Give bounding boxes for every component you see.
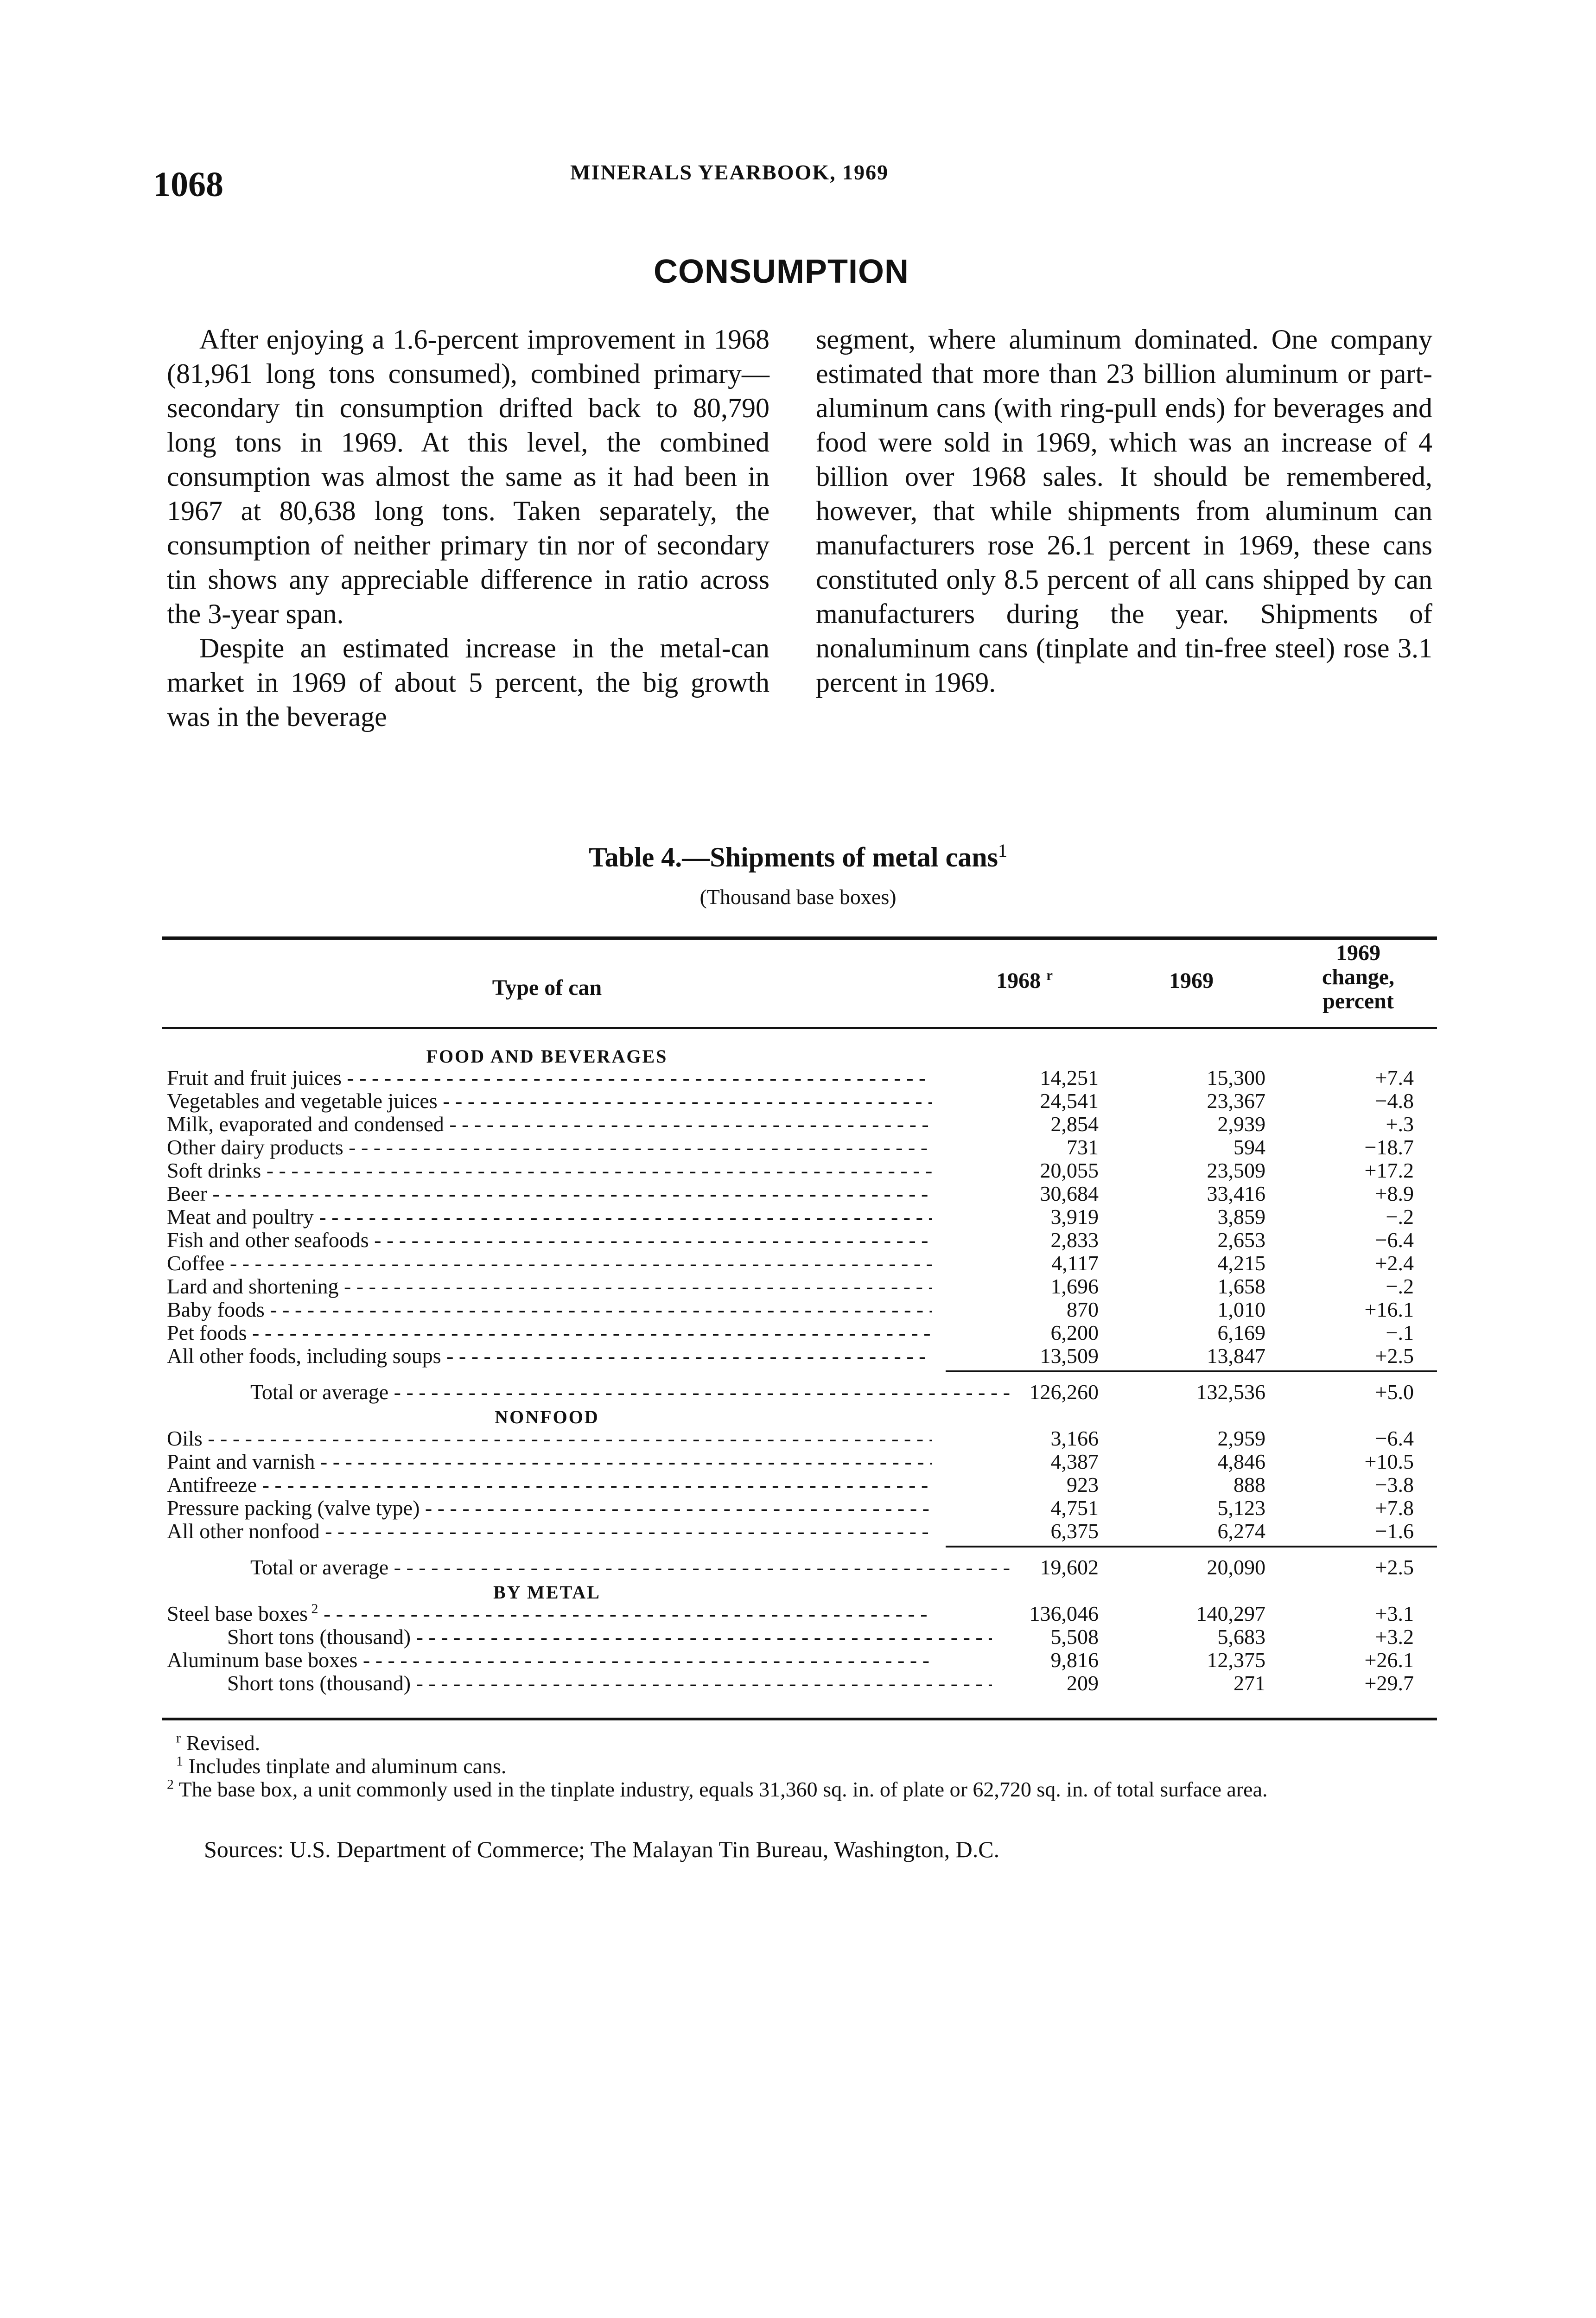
value-change: −3.8 (1375, 1473, 1414, 1497)
table-row (167, 1205, 1437, 1229)
value-change: +.3 (1386, 1112, 1414, 1136)
row-label: Milk, evaporated and condensed - - - (167, 1113, 932, 1136)
row-label: Pet foods - - - (167, 1321, 932, 1344)
table-row (167, 1321, 1437, 1344)
value-1968: 1,696 (1050, 1274, 1099, 1298)
paragraph-2-start: Despite an estimated increase in the metal-can market in 1969 of about 5 percent, the big growth was in the beverage (167, 633, 769, 732)
total-rule-food (946, 1370, 1437, 1372)
running-head: MINERALS YEARBOOK, 1969 (570, 160, 889, 184)
table-row (167, 1182, 1437, 1205)
row-label: Oils - - - (167, 1427, 932, 1450)
footnotes (167, 1730, 1451, 1801)
value-1969: 4,215 (1217, 1251, 1265, 1275)
table-row (167, 1136, 1437, 1159)
table-row (167, 1520, 1437, 1543)
row-label: Antifreeze - - - (167, 1473, 932, 1497)
value-1968: 4,751 (1050, 1496, 1099, 1520)
value-1968: 126,260 (1029, 1380, 1099, 1404)
row-label: Other dairy products - - - (167, 1136, 932, 1159)
table-row (167, 1089, 1437, 1113)
table-top-rule (162, 936, 1437, 940)
value-1969: 12,375 (1207, 1648, 1265, 1672)
paragraph-2-continued: segment, where aluminum dominated. One company estimated that more than 23 billion aluminum or part-aluminum cans (with ring-pull ends) for beverages and food were sold in 1969, which was an increase of 4 billion over 1968 sales. It should be remembered, however, that while shipments from aluminum can manufacturers rose 26.1 percent in 1969, these cans constituted only 8.5 percent of all cans shipped by can manufacturers during the year. Shipments of nonaluminum cans (tinplate and tin-free steel) rose 3.1 percent in 1969. (816, 324, 1432, 698)
value-change: +2.5 (1375, 1555, 1414, 1579)
value-change: +29.7 (1364, 1671, 1414, 1695)
value-1969: 23,367 (1207, 1089, 1265, 1113)
row-label: Meat and poultry - - - (167, 1205, 932, 1229)
header-change-percent: 1969 change, percent (1322, 941, 1394, 1013)
page-number: 1068 (153, 165, 223, 204)
value-1969: 888 (1234, 1473, 1265, 1497)
value-1969: 15,300 (1207, 1066, 1265, 1089)
row-label: Coffee - - - (167, 1252, 932, 1275)
row-label: Total or average - - - (250, 1556, 1015, 1579)
value-1969: 5,683 (1217, 1625, 1265, 1649)
category-food-and-beverages: FOOD AND BEVERAGES (426, 1046, 668, 1067)
row-label: Fruit and fruit juices - - - (167, 1066, 932, 1089)
table-row (167, 1252, 1437, 1275)
value-1968: 3,166 (1050, 1426, 1099, 1450)
row-label: Total or average - - - (250, 1381, 1015, 1404)
table-title: Table 4.—Shipments of metal cans$^1$ (589, 840, 1007, 872)
table-subtitle: (Thousand base boxes) (699, 885, 897, 909)
value-change: +2.5 (1375, 1344, 1414, 1368)
table-row (167, 1113, 1437, 1136)
value-1969: 13,847 (1207, 1344, 1265, 1368)
value-1968: 923 (1067, 1473, 1099, 1497)
value-1968: 2,854 (1050, 1112, 1099, 1136)
value-change: +17.2 (1364, 1159, 1414, 1182)
row-label: Short tons (thousand) - - - (227, 1625, 992, 1649)
value-1969: 2,959 (1217, 1426, 1265, 1450)
value-1969: 23,509 (1207, 1159, 1265, 1182)
table-row (167, 1066, 1437, 1089)
row-label: Pressure packing (valve type) - - - (167, 1497, 932, 1520)
table-row (167, 1473, 1437, 1497)
row-label: Aluminum base boxes - - - (167, 1649, 932, 1672)
value-1968: 13,509 (1040, 1344, 1099, 1368)
value-1968: 731 (1067, 1135, 1099, 1159)
category-by-metal: BY METAL (493, 1582, 601, 1603)
value-1969: 20,090 (1207, 1555, 1265, 1579)
header-1968: 1968 $^r$ (996, 967, 1053, 993)
row-label: Fish and other seafoods - - - (167, 1229, 932, 1252)
value-1968: 30,684 (1040, 1182, 1099, 1205)
value-change: −6.4 (1375, 1228, 1414, 1252)
category-nonfood: NONFOOD (495, 1407, 599, 1427)
value-1968: 4,117 (1051, 1251, 1099, 1275)
value-1969: 6,274 (1217, 1519, 1265, 1543)
value-change: +3.2 (1375, 1625, 1414, 1649)
value-1969: 2,653 (1217, 1228, 1265, 1252)
table-row (167, 1649, 1437, 1672)
value-1968: 6,200 (1050, 1321, 1099, 1344)
value-1969: 594 (1234, 1135, 1265, 1159)
row-label: Soft drinks - - - (167, 1159, 932, 1182)
value-1968: 5,508 (1050, 1625, 1099, 1649)
row-label: Beer - - - (167, 1182, 932, 1205)
table-row (167, 1159, 1437, 1182)
value-1969: 5,123 (1217, 1496, 1265, 1520)
body-column-left (167, 322, 769, 734)
row-label: Baby foods - - - (167, 1298, 932, 1321)
value-1968: 6,375 (1050, 1519, 1099, 1543)
footnote-1: $^1$ Includes tinplate and aluminum cans. (176, 1753, 507, 1778)
value-1968: 20,055 (1040, 1159, 1099, 1182)
value-change: −6.4 (1375, 1426, 1414, 1450)
value-1968: 4,387 (1050, 1450, 1099, 1473)
table-row (167, 1450, 1437, 1473)
value-1969: 3,859 (1217, 1205, 1265, 1229)
value-change: −.1 (1386, 1321, 1414, 1344)
value-change: +8.9 (1375, 1182, 1414, 1205)
footnote-revised: $^r$ Revised. (176, 1730, 261, 1755)
value-1968: 870 (1067, 1298, 1099, 1321)
row-label: Vegetables and vegetable juices - - - (167, 1089, 932, 1113)
section-title: CONSUMPTION (654, 253, 909, 290)
value-1969: 2,939 (1217, 1112, 1265, 1136)
table-row (167, 1672, 1437, 1695)
value-1969: 33,416 (1207, 1182, 1265, 1205)
value-change: −.2 (1386, 1205, 1414, 1229)
value-1968: 136,046 (1029, 1602, 1099, 1625)
value-change: +16.1 (1364, 1298, 1414, 1321)
total-row-food (167, 1381, 1437, 1404)
value-change: −4.8 (1375, 1089, 1414, 1113)
value-1969: 6,169 (1217, 1321, 1265, 1344)
value-change: +3.1 (1375, 1602, 1414, 1625)
value-1969: 1,010 (1217, 1298, 1265, 1321)
row-label: All other nonfood - - - (167, 1520, 932, 1543)
header-1969: 1969 (1169, 968, 1214, 993)
value-change: +2.4 (1375, 1251, 1414, 1275)
table-row (167, 1298, 1437, 1321)
table-bottom-rule (162, 1718, 1437, 1720)
table-row (167, 1275, 1437, 1298)
value-change: +5.0 (1375, 1380, 1414, 1404)
value-change: −1.6 (1375, 1519, 1414, 1543)
value-change: +7.8 (1375, 1496, 1414, 1520)
table-row (167, 1602, 1437, 1625)
value-change: +10.5 (1364, 1450, 1414, 1473)
value-1968: 24,541 (1040, 1089, 1099, 1113)
total-rule-nonfood (946, 1546, 1437, 1547)
table-row (167, 1625, 1437, 1649)
row-label: All other foods, including soups - - - (167, 1344, 932, 1368)
header-type-of-can: Type of can (492, 975, 602, 1000)
table-row (167, 1427, 1437, 1450)
table-title-note: 1 (998, 840, 1007, 861)
value-1969: 4,846 (1217, 1450, 1265, 1473)
table-row (167, 1229, 1437, 1252)
value-1969: 132,536 (1196, 1380, 1265, 1404)
table-header-rule (162, 1027, 1437, 1029)
value-change: +26.1 (1364, 1648, 1414, 1672)
row-label: Short tons (thousand) - - - (227, 1672, 992, 1695)
value-1968: 19,602 (1040, 1555, 1099, 1579)
value-1969: 1,658 (1217, 1274, 1265, 1298)
row-label: Paint and varnish - - - (167, 1450, 932, 1473)
value-1969: 140,297 (1196, 1602, 1265, 1625)
sources-note: Sources: U.S. Department of Commerce; The Malayan Tin Bureau, Washington, D.C. (204, 1836, 1000, 1862)
total-row-nonfood (167, 1556, 1437, 1579)
value-1969: 271 (1234, 1671, 1265, 1695)
value-change: +7.4 (1375, 1066, 1414, 1089)
value-1968: 3,919 (1050, 1205, 1099, 1229)
footnote-2: $^2$ The base box, a unit commonly used in the tinplate industry, equals 31,360 sq. in. of plate or 62,720 sq. in. of total surface area. (167, 1777, 1268, 1801)
paragraph-1: After enjoying a 1.6-percent improvement in 1968 (81,961 long tons consumed), combined primary—secondary tin consumption drifted back to 80,790 long tons in 1969. At this level, the combined consumption was almost the same as it had been in 1967 at 80,638 long tons. Taken separately, the consumption of neither primary tin nor of secondary tin shows any appreciable difference in ratio across the 3-year span. (167, 324, 769, 629)
value-change: −18.7 (1364, 1135, 1414, 1159)
row-label: Lard and shortening - - - (167, 1275, 932, 1298)
body-column-right (816, 322, 1432, 700)
value-change: −.2 (1386, 1274, 1414, 1298)
value-1968: 14,251 (1040, 1066, 1099, 1089)
value-1968: 2,833 (1050, 1228, 1099, 1252)
value-1968: 209 (1067, 1671, 1099, 1695)
row-label: Steel base boxes $^2$ - - - (167, 1602, 932, 1625)
value-1968: 9,816 (1050, 1648, 1099, 1672)
table-row (167, 1497, 1437, 1520)
table-row (167, 1344, 1437, 1368)
